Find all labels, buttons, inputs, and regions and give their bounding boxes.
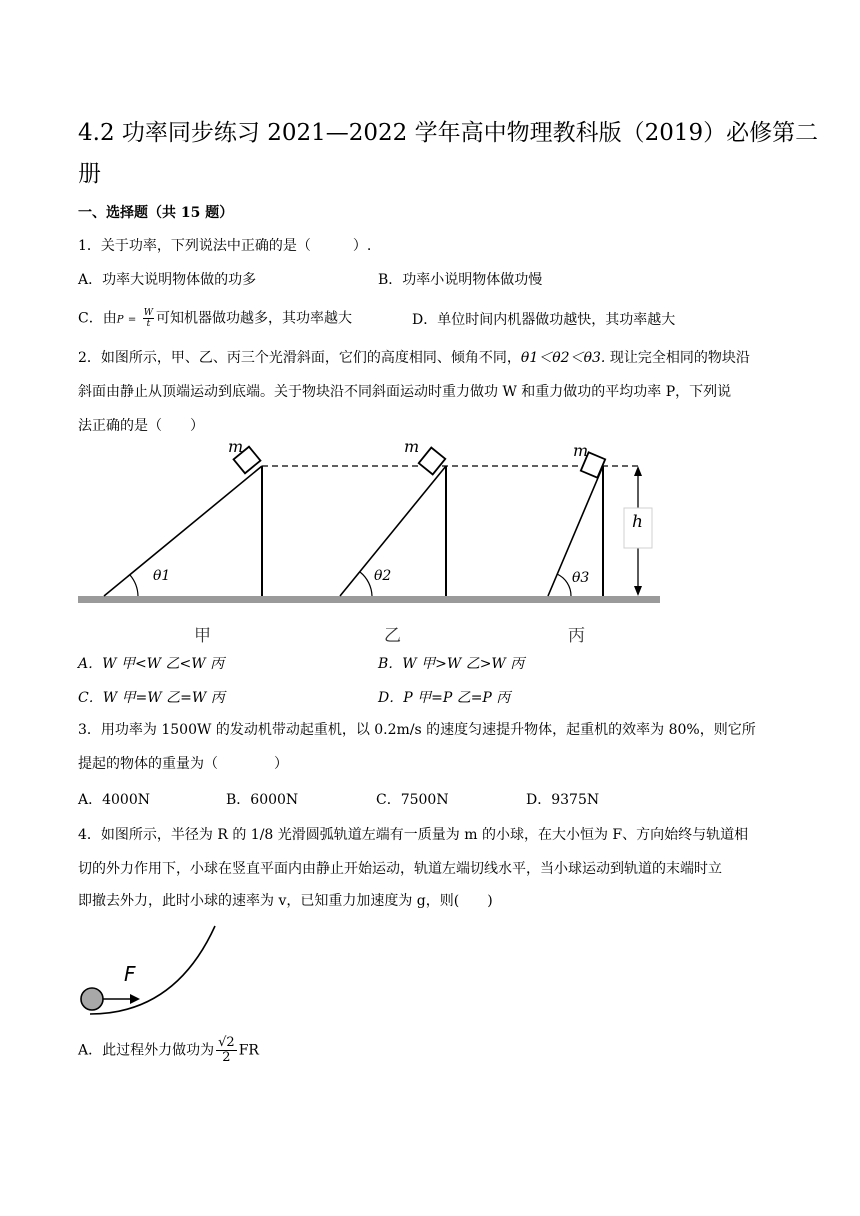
q3-stem-line-1: 3．用功率为 1500W 的发动机带动起重机，以 0.2m/s 的速度匀速提升物体，起重机的效率为 80%，则它所 bbox=[78, 722, 756, 738]
q2-stem-line-3: 法正确的是（ ） bbox=[78, 418, 204, 434]
arc-track bbox=[90, 926, 215, 1014]
q1-option-b: B．功率小说明物体做功慢 bbox=[378, 272, 543, 288]
angle-label-1: θ1 bbox=[153, 568, 171, 584]
page-title-line-2: 册 bbox=[78, 161, 101, 187]
incline-jia bbox=[104, 447, 262, 596]
q4-option-a-suffix: FR bbox=[238, 1042, 259, 1059]
incline-name-jia: 甲 bbox=[194, 626, 211, 646]
q3-option-d: D．9375N bbox=[526, 792, 600, 808]
page-title-line-1: 4.2 功率同步练习 2021—2022 学年高中物理教科版（2019）必修第二 bbox=[78, 120, 819, 146]
incline-yi bbox=[340, 448, 446, 596]
q2-option-c: C．W 甲=W 乙=W 丙 bbox=[78, 690, 225, 706]
q4-option-a bbox=[78, 1036, 259, 1065]
q4-stem-line-1: 4．如图所示，半径为 R 的 1/8 光滑圆弧轨道左端有一质量为 m 的小球，在大小恒为 F、方向始终与轨道相 bbox=[78, 827, 749, 843]
angle-label-3: θ3 bbox=[572, 570, 590, 586]
ground-bar bbox=[78, 596, 660, 603]
q1-formula-num: W bbox=[143, 308, 154, 318]
q2-option-d: D．P 甲=P 乙=P 丙 bbox=[378, 690, 511, 706]
q2-stem-line-1b: 现让完全相同的物块沿 bbox=[605, 350, 750, 366]
q2-theta-relation: θ1＜θ2＜θ3. bbox=[520, 350, 606, 366]
q4-option-a-num: √2 bbox=[218, 1035, 235, 1050]
mass-label-2: m bbox=[404, 437, 420, 456]
q1-option-a: A．功率大说明物体做的功多 bbox=[78, 272, 257, 288]
q3-option-b: B．6000N bbox=[226, 792, 299, 808]
q3-option-a: A．4000N bbox=[78, 792, 150, 808]
q1-option-c-prefix: C．由 bbox=[78, 310, 117, 327]
q3-stem-line-2: 提起的物体的重量为（ ） bbox=[78, 756, 288, 772]
q1-formula-den: t bbox=[146, 319, 151, 329]
mass-label-1: m bbox=[228, 437, 244, 456]
q4-option-a-prefix: A．此过程外力做功为 bbox=[78, 1042, 215, 1059]
q4-option-a-den: 2 bbox=[222, 1050, 231, 1065]
q4-option-a-fraction bbox=[216, 1036, 237, 1065]
q2-stem-line-1a: 2．如图所示，甲、乙、丙三个光滑斜面，它们的高度相同、倾角不同， bbox=[78, 350, 521, 366]
mass-label-3: m bbox=[573, 441, 589, 460]
angle-label-2: θ2 bbox=[374, 568, 392, 584]
q1-stem: 1．关于功率，下列说法中正确的是（ ）. bbox=[78, 238, 372, 254]
q2-option-a: A．W 甲<W 乙<W 丙 bbox=[78, 656, 225, 672]
section-heading: 一、选择题（共 15 题） bbox=[78, 205, 234, 221]
q2-stem-line-2: 斜面由静止从顶端运动到底端。关于物块沿不同斜面运动时重力做功 W 和重力做功的平均功率 P，下列说 bbox=[78, 384, 732, 400]
force-label: F bbox=[124, 962, 136, 986]
q4-arc-figure bbox=[70, 920, 240, 1020]
incline-name-bing: 丙 bbox=[568, 626, 585, 646]
q1-option-d: D．单位时间内机器做功越快，其功率越大 bbox=[412, 312, 676, 328]
incline-name-yi: 乙 bbox=[384, 626, 401, 646]
q1-formula-lhs: P bbox=[116, 314, 124, 326]
q2-option-b: B．W 甲>W 乙>W 丙 bbox=[378, 656, 525, 672]
ball bbox=[81, 988, 103, 1010]
q4-stem-line-2: 切的外力作用下，小球在竖直平面内由静止开始运动，轨道左端切线水平，当小球运动到轨道的末端时立 bbox=[78, 861, 722, 877]
q1-option-c-suffix: 可知机器做功越多，其功率越大 bbox=[156, 310, 353, 327]
q1-formula-eq: = bbox=[127, 314, 137, 326]
q3-option-c: C．7500N bbox=[376, 792, 449, 808]
force-arrowhead bbox=[130, 994, 140, 1004]
height-label: h bbox=[632, 512, 643, 532]
q4-stem-line-3: 即撤去外力，此时小球的速率为 v，已知重力加速度为 g，则( ) bbox=[78, 893, 493, 909]
